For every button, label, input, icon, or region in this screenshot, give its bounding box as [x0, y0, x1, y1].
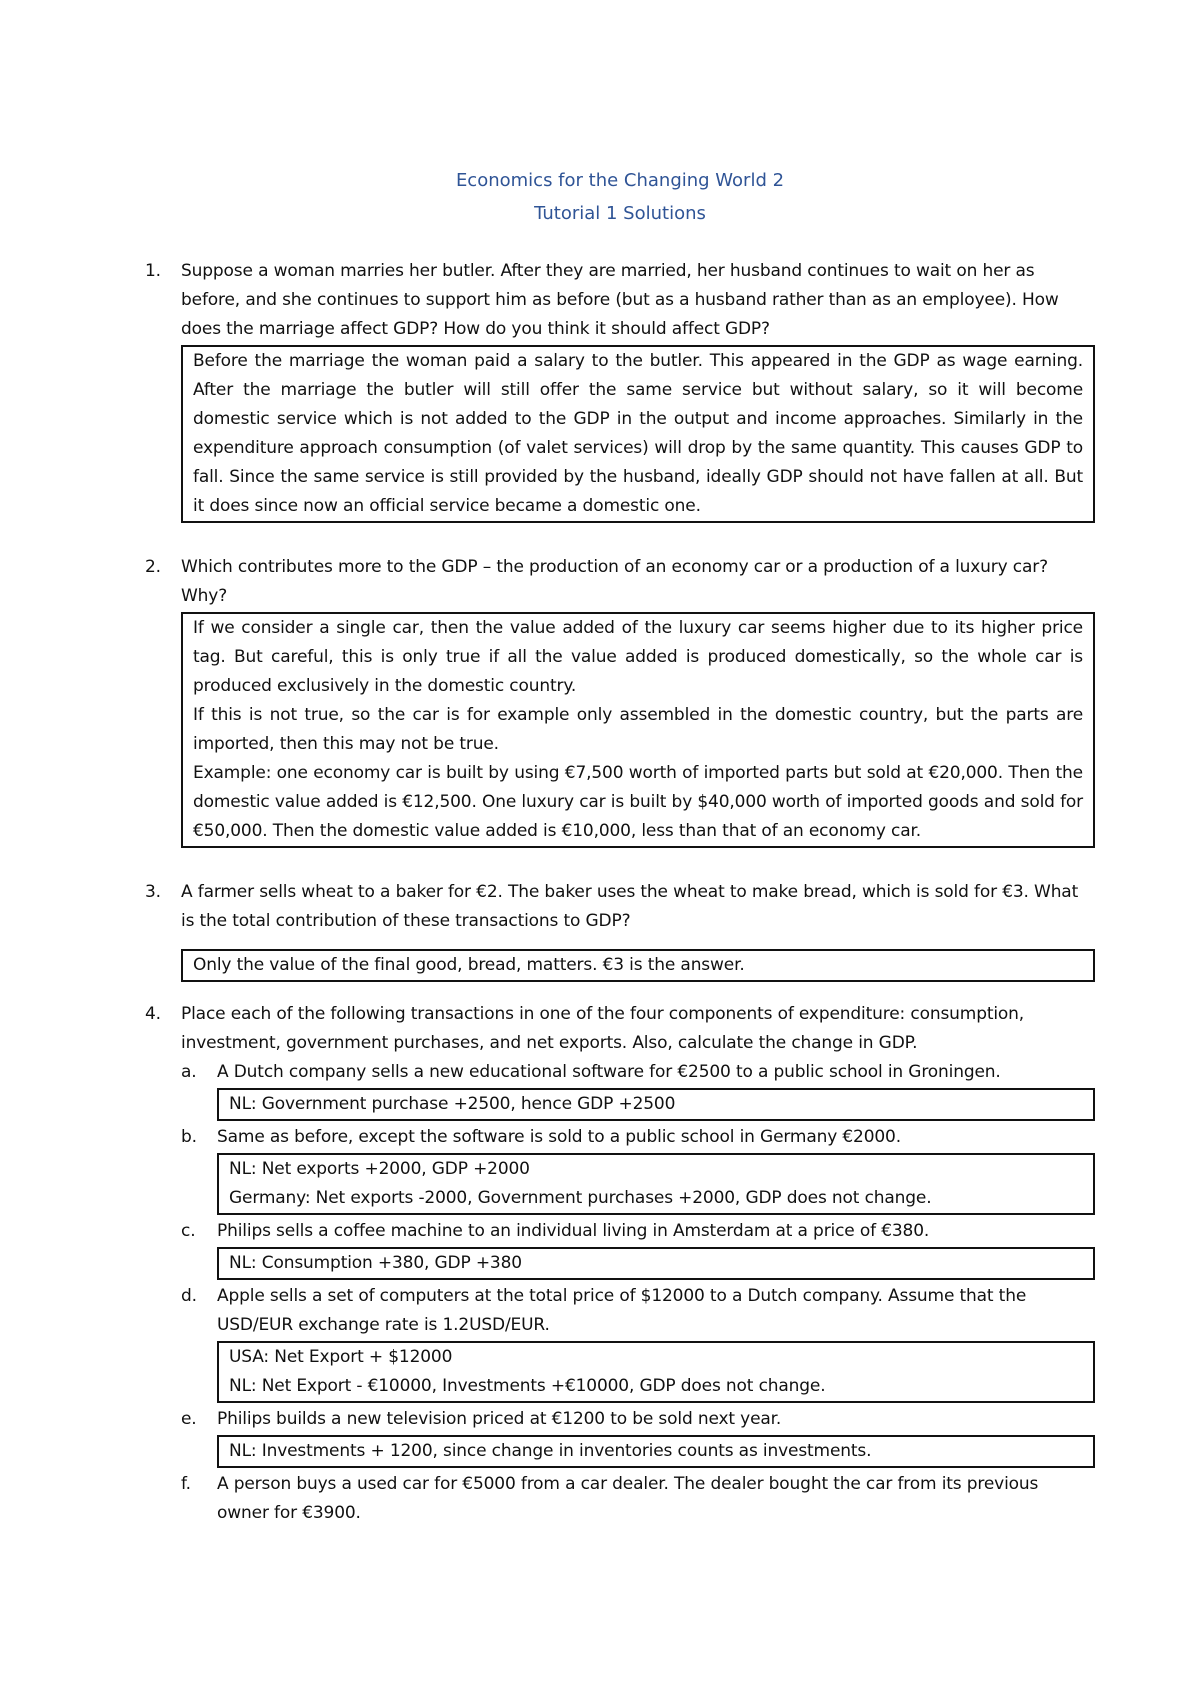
- answer-box: [181, 612, 1095, 848]
- subquestion-letter: b.: [181, 1127, 197, 1147]
- subquestion-text: A person buys a used car for €5000 from a car dealer. The dealer bought the car from its previous owner for €3900.: [217, 1474, 1039, 1523]
- answer-text: If we consider a single car, then the value added of the luxury car seems higher due to its higher price tag. But careful, this is only true if all the value added is produced domestically, so the whole car is produced exclusively in the domestic country.: [193, 618, 1083, 696]
- question-number: 2.: [145, 557, 161, 577]
- subquestion-e: [181, 1405, 1095, 1470]
- answer-text: NL: Government purchase +2500, hence GDP +2500: [229, 1094, 676, 1114]
- answer-text: NL: Consumption +380, GDP +380: [229, 1253, 522, 1273]
- answer-text: USA: Net Export + $12000: [229, 1347, 453, 1367]
- question-text: Place each of the following transactions in one of the four components of expenditure: consumption, investment, government purchases, and net exports. Also, calculate the change in GDP.: [181, 1004, 1025, 1053]
- document-title: Economics for the Changing World 2: [455, 170, 785, 191]
- document-subtitle: Tutorial 1 Solutions: [534, 203, 706, 224]
- subquestion-b: [181, 1123, 1095, 1217]
- answer-text: Example: one economy car is built by using €7,500 worth of imported parts but sold at €20,000. Then the domestic value added is €12,500. One luxury car is built by $40,000 worth of imported goods and sold for €50,000. Then the domestic value added is €10,000, less than that of an economy car.: [193, 763, 1083, 841]
- subquestion-c: [181, 1217, 1095, 1282]
- subquestion-letter: a.: [181, 1062, 197, 1082]
- subquestion-text: A Dutch company sells a new educational software for €2500 to a public school in Groningen.: [217, 1062, 1001, 1082]
- subquestion-text: Philips sells a coffee machine to an individual living in Amsterdam at a price of €380.: [217, 1221, 930, 1241]
- subquestion-letter: d.: [181, 1286, 197, 1306]
- subquestion-text: Same as before, except the software is sold to a public school in Germany €2000.: [217, 1127, 901, 1147]
- subquestion-d: [181, 1282, 1095, 1405]
- question-text: Suppose a woman marries her butler. After they are married, her husband continues to wait on her as before, and she continues to support him as before (but as a husband rather than as an employee). How does the marriage affect GDP? How do you think it should affect GDP?: [181, 261, 1059, 339]
- answer-box: [217, 1153, 1095, 1215]
- question-number: 3.: [145, 882, 161, 902]
- question-2: [145, 553, 1095, 848]
- document-header: [145, 164, 1095, 230]
- answer-box: [217, 1341, 1095, 1403]
- question-number: 4.: [145, 1004, 161, 1024]
- subquestion-a: [181, 1058, 1095, 1123]
- subquestion-f: [181, 1470, 1095, 1528]
- question-4: [145, 1000, 1095, 1528]
- question-1: [145, 257, 1095, 523]
- answer-box: [181, 949, 1095, 982]
- answer-box: [217, 1088, 1095, 1121]
- answer-text: Germany: Net exports -2000, Government purchases +2000, GDP does not change.: [229, 1188, 932, 1208]
- subquestion-letter: f.: [181, 1474, 191, 1494]
- subquestion-letter: e.: [181, 1409, 197, 1429]
- question-text: Which contributes more to the GDP – the production of an economy car or a production of a luxury car? Why?: [181, 557, 1048, 606]
- answer-box: [181, 345, 1095, 523]
- answer-text: If this is not true, so the car is for example only assembled in the domestic country, but the parts are imported, then this may not be true.: [193, 705, 1083, 754]
- answer-text: NL: Investments + 1200, since change in inventories counts as investments.: [229, 1441, 872, 1461]
- question-number: 1.: [145, 261, 161, 281]
- question-text: A farmer sells wheat to a baker for €2. The baker uses the wheat to make bread, which is sold for €3. What is the total contribution of these transactions to GDP?: [181, 882, 1079, 931]
- subquestion-text: Apple sells a set of computers at the total price of $12000 to a Dutch company. Assume that the USD/EUR exchange rate is 1.2USD/EUR.: [217, 1286, 1027, 1335]
- answer-text: Only the value of the final good, bread, matters. €3 is the answer.: [193, 955, 745, 975]
- answer-box: [217, 1247, 1095, 1280]
- answer-text: NL: Net exports +2000, GDP +2000: [229, 1159, 530, 1179]
- subquestion-text: Philips builds a new television priced at €1200 to be sold next year.: [217, 1409, 782, 1429]
- answer-text: Before the marriage the woman paid a salary to the butler. This appeared in the GDP as wage earning. After the marriage the butler will still offer the same service but without salary, so it will become domestic service which is not added to the GDP in the output and income approaches. Similarly in the expenditure approach consumption (of valet services) will drop by the same quantity. This causes GDP to fall. Since the same service is still provided by the husband, ideally GDP should not have fallen at all. But it does since now an official service became a domestic one.: [193, 351, 1083, 516]
- answer-box: [217, 1435, 1095, 1468]
- answer-text: NL: Net Export - €10000, Investments +€10000, GDP does not change.: [229, 1376, 826, 1396]
- subquestion-letter: c.: [181, 1221, 196, 1241]
- question-3: [145, 878, 1095, 982]
